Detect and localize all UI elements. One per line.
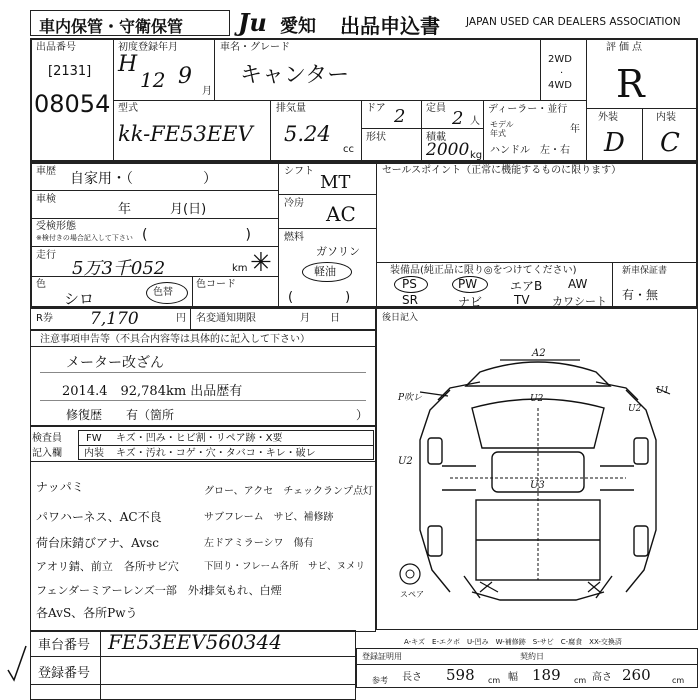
diagram-label-spare: スペア [400, 590, 424, 599]
handle-label: ハンドル 左・右 [490, 145, 570, 156]
diagram-label-u1: U1 [656, 386, 670, 396]
margin-check-mark [4, 640, 30, 690]
score-label: 評価点 [606, 42, 645, 53]
shift-label: シフト [284, 166, 314, 177]
legend-interior-label: 内装 [84, 448, 104, 459]
shift-value: MT [320, 172, 351, 193]
height-unit: cm [672, 676, 685, 685]
chassis-value: FE53EEV560344 [108, 630, 282, 654]
inspection-label: 車検 [36, 194, 56, 205]
color-code-label: 色コード [196, 279, 236, 290]
capacity-unit: 人 [470, 116, 480, 127]
drive-dot: · [560, 68, 564, 79]
inspection-value: 年 月(日) [118, 202, 207, 217]
lot-number: 08054 [34, 90, 111, 118]
diagram-label-a2: A2 [532, 348, 546, 359]
doors-value: 2 [394, 106, 406, 127]
displacement-unit: cc [343, 144, 354, 155]
recycle-value: 7,170 [90, 309, 139, 329]
warranty-label: 新車保証書 [622, 266, 668, 276]
height-value: 260 [622, 666, 651, 684]
repair-close: ） [356, 408, 369, 422]
auction-sheet: 車内保管・守衛保管 Ju 愛知 出品申込書 JAPAN USED CAR DEALERS ASSOCIATION 出品番号 [2131] 08054 初度登録年月 H 12 9 月 車名・グレード キャンター 2WD · 4WD 評価点 R 外装 内装 D C 型式 kk-FE53EEV 排気量 5.24 cc ドア 2 形状 定員 2 人 積載 2000 kg ディーラー・並行 モデル年式 年 ハンドル 左・右 車歴 自家用・（ ） 車検 年 月(日) 受検形態 ※検付きの場合記入して下さい ( ) 走行 5万3千052 km ✳ 色 シロ 色替 色コード シフト MT 冷房 AC 燃料 ガソリン 軽油 ( ) セールスポイント（正常に機能するものに限ります） 装備品(純正品に限り◎をつけてください) PS PW エアB AW SR ナビ TV カワシート 新車保証書 有・無 R券 7,170 円 名変通知期限 月 日 後日記入 注意事項申告等（不具合内容等は具体的に記入して下さい） メーター改ざん 2014.4 92,784km 出品歴有 修復歴 有（箇所 ） 検査員 記入欄 FW キズ・凹み・ヒビ割・リペア跡・X要 内装 キズ・汚れ・コゲ・穴・タバコ・キレ・破レ ナッパミ パワハーネス、AC不良 荷台床錆びアナ、Avsc アオリ錆、前立 各所サビ穴 フェンダーミアーレンズ一部 外れ 各AvS、各所Pwう グロー、アクセ チェックランプ点灯 サブフレーム サビ、補修跡 左ドアミラーシワ 傷有 下回り・フレーム各所 サビ、ヌメリ 排気もれ、白煙 A2 P吹レ U2 U2 U1 U2 U3 スペア A-キズ E-エクボ U-凹み W-補修跡 S-サビ C-腐食 XX-交換済 車台番号 FE53EEV560344 登録番号 登録証明用 契約日 参考 長さ 598 cm 幅 189 cm 高さ 260 cm [0, 0, 700, 700]
form-title: 出品申込書 [340, 14, 440, 38]
notes-line2: 2014.4 92,784km 出品歴有 [62, 384, 243, 399]
logo-region: 愛知 [280, 16, 316, 37]
contract-label: 契約日 [520, 652, 544, 661]
inspector-note-right-3: 左ドアミラーシワ 傷有 [204, 538, 314, 549]
model-year-unit: 年 [570, 124, 580, 135]
model-year-label: モデル年式 [490, 120, 514, 138]
sales-point-label: セールスポイント（正常に機能するものに限ります） [382, 165, 622, 176]
lot-bracket-code: [2131] [48, 64, 92, 79]
reception-note: ※検付きの場合記入して下さい [36, 234, 133, 242]
width-unit: cm [574, 676, 587, 685]
color-value: シロ [64, 290, 95, 308]
equipment-seat: カワシート [552, 295, 607, 308]
storage-note-box [30, 10, 230, 36]
reg-cert-label: 登録証明用 [362, 652, 402, 661]
equipment-airbag: エアB [510, 279, 543, 293]
inspector-entry-label: 記入欄 [32, 448, 62, 459]
history-value: 自家用・（ ） [70, 171, 217, 187]
capacity-value: 2 [452, 108, 464, 129]
width-label: 幅 [508, 672, 518, 683]
recycle-label: R券 [36, 313, 53, 324]
notes-line1: メーター改ざん [66, 355, 164, 371]
legend-fw: FW [86, 433, 102, 444]
diagram-label-u2-left: U2 [398, 456, 413, 467]
length-value: 598 [446, 666, 475, 684]
displacement-label: 排気量 [276, 103, 306, 114]
inspector-note-left-6: 各AvS、各所Pwう [36, 606, 138, 620]
shape-label: 形状 [366, 132, 386, 143]
load-value: 2000 [426, 140, 470, 160]
legend-interior: キズ・汚れ・コゲ・穴・タバコ・キレ・破レ [116, 448, 316, 459]
color-change: 色替 [153, 287, 173, 298]
ac-value: AC [326, 202, 356, 226]
exterior-score: D [604, 128, 625, 158]
registration-number-label: 登録番号 [38, 666, 91, 681]
inspector-note-right-2: サブフレーム サビ、補修跡 [204, 512, 334, 523]
registration-year: 12 [140, 68, 166, 92]
width-value: 189 [532, 666, 561, 684]
vehicle-name-label: 車名・グレード [220, 42, 290, 53]
doors-label: ドア [366, 103, 386, 114]
diagram-label-u2-top: U2 [530, 394, 544, 404]
height-label: 高さ [592, 672, 612, 683]
org-name: JAPAN USED CAR DEALERS ASSOCIATION [466, 16, 681, 28]
tax-label: 名変通知期限 [196, 313, 256, 324]
inspector-note-right-4: 下回り・フレーム各所 サビ、ヌメリ [204, 561, 366, 572]
equipment-ps-circle [394, 276, 428, 293]
model-value: kk-FE53EEV [118, 122, 253, 146]
inspector-note-left-5: フェンダーミアーレンズ一部 外れ [36, 584, 210, 597]
capacity-label: 定員 [426, 103, 446, 114]
recycle-unit: 円 [176, 313, 186, 324]
legend-exterior: キズ・凹み・ヒビ割・リペア跡・X要 [116, 433, 283, 444]
load-unit: kg [470, 150, 483, 161]
diagram-label-u2-right: U2 [628, 404, 642, 414]
fuel-diesel: 軽油 [314, 265, 336, 278]
inspector-note-left-1: ナッパミ [36, 480, 84, 494]
inspector-note-right-5: 排気もれ、白煙 [204, 584, 282, 597]
equipment-tv: TV [514, 293, 530, 307]
diagram-label-front: P吹レ [398, 393, 423, 403]
registration-month: 9 [178, 64, 192, 89]
inspector-note-left-4: アオリ錆、前立 各所サビ穴 [36, 560, 179, 573]
notes-label: 注意事項申告等（不具合内容等は具体的に記入して下さい） [40, 334, 310, 345]
length-unit: cm [488, 676, 501, 685]
fuel-gasoline: ガソリン [316, 245, 360, 258]
diagram-label-u3: U3 [530, 480, 545, 491]
tax-value: 月 日 [300, 313, 340, 324]
fuel-label: 燃料 [284, 232, 304, 243]
lot-label: 出品番号 [36, 42, 76, 53]
storage-note: 車内保管・守衛保管 [39, 17, 184, 36]
vehicle-name: キャンター [240, 63, 350, 88]
mileage-label: 走行 [36, 250, 56, 261]
diagram-legend: A-キズ E-エクボ U-凹み W-補修跡 S-サビ C-腐食 XX-交換済 [404, 638, 622, 646]
rear-notes-label: 後日記入 [382, 313, 419, 323]
displacement-value: 5.24 [284, 122, 331, 146]
equipment-aw: AW [568, 277, 588, 291]
equipment-pw-circle [452, 276, 488, 293]
dimensions-ref-label: 参考 [372, 676, 388, 685]
drive-2wd: 2WD [548, 54, 572, 65]
model-label: 型式 [118, 103, 138, 114]
reception-label: 受検形態 [36, 221, 76, 232]
mileage-mark: ✳ [250, 248, 272, 278]
mileage-unit: km [232, 263, 248, 274]
registration-month-unit: 月 [202, 86, 212, 97]
inspector-note-right-1: グロー、アクセ チェックランプ点灯 [204, 486, 373, 497]
inspector-note-left-3: 荷台床錆びアナ、Avsc [36, 536, 159, 550]
equipment-ps: PS [402, 277, 417, 291]
drive-4wd: 4WD [548, 80, 572, 91]
mileage-value: 5万3千052 [72, 258, 166, 279]
equipment-pw: PW [458, 277, 478, 291]
exterior-label: 外装 [598, 112, 618, 123]
equipment-navi: ナビ [458, 295, 483, 309]
warranty-value: 有・無 [622, 288, 659, 302]
ac-label: 冷房 [284, 198, 304, 209]
interior-label: 内装 [656, 112, 676, 123]
history-label: 車歴 [36, 166, 56, 177]
chassis-label: 車台番号 [38, 638, 91, 653]
length-label: 長さ [402, 672, 422, 683]
score-value: R [616, 62, 645, 106]
inspector-note-left-2: パワハーネス、AC不良 [36, 510, 162, 524]
registration-era: H [118, 52, 138, 77]
interior-score: C [660, 128, 680, 158]
color-label: 色 [36, 279, 46, 290]
equipment-sr: SR [402, 293, 418, 307]
dealer-label: ディーラー・並行 [488, 104, 568, 115]
inspector-label: 検査員 [32, 433, 62, 444]
registration-label: 初度登録年月 [118, 42, 178, 53]
repair-label: 修復歴 有（箇所 [66, 408, 175, 422]
equipment-label: 装備品(純正品に限り◎をつけてください) [390, 265, 577, 276]
logo-mark: Ju [238, 8, 267, 37]
load-label: 積載 [426, 132, 446, 143]
